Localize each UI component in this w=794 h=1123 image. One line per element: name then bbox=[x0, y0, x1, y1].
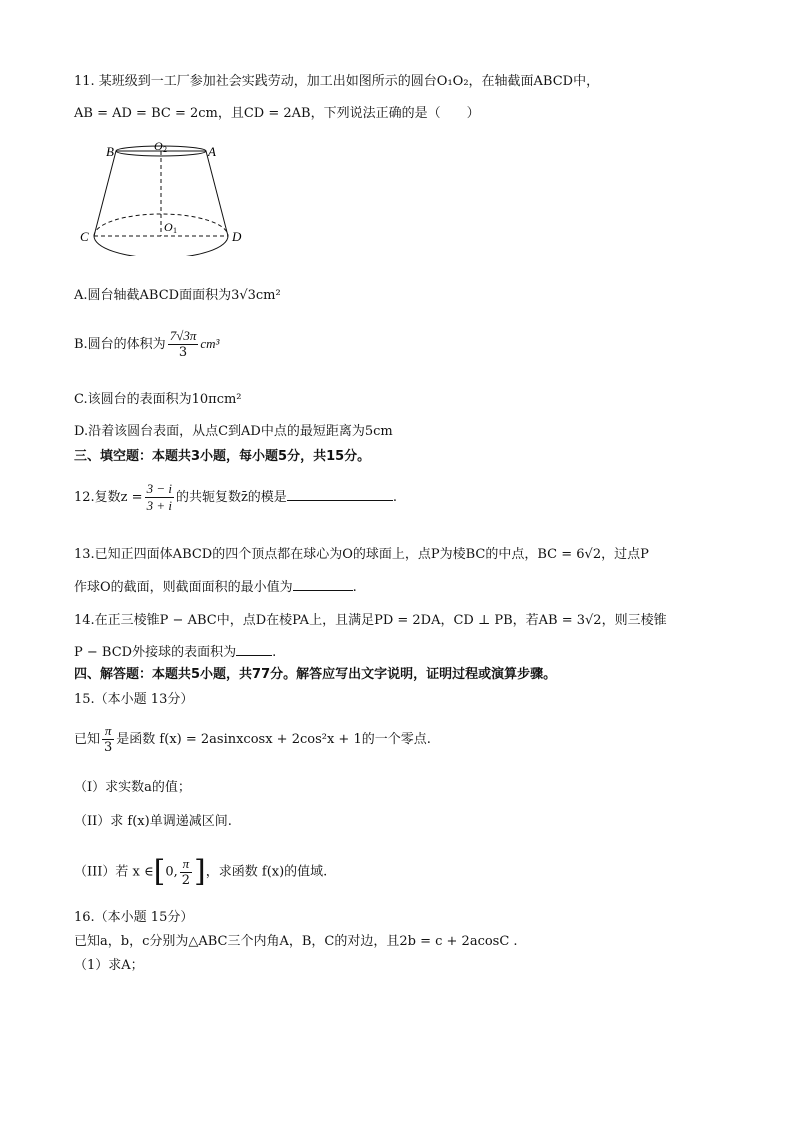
q11-option-b-fraction bbox=[168, 328, 199, 361]
frustum-figure bbox=[70, 138, 260, 256]
q15-part3-den: 2 bbox=[181, 872, 191, 888]
q15-stem-prefix: 已知 bbox=[74, 732, 101, 747]
label-d: D bbox=[232, 229, 242, 244]
q13-line2: 作球O的截面，则截面面积的最小值为 . bbox=[74, 576, 357, 598]
label-c: C bbox=[80, 229, 89, 244]
q15-stem-num: π bbox=[102, 723, 114, 740]
q11-option-b-den: 3 bbox=[178, 345, 188, 360]
label-o2: O bbox=[154, 139, 163, 153]
q16-part1: （1）求A； bbox=[74, 958, 144, 973]
q12: 12.复数z = $\frac{3 - i}{3 + i}$ 的共轭复数z̄的模是 . bbox=[74, 481, 397, 513]
side-ad bbox=[206, 151, 228, 236]
q15-stem-fraction bbox=[102, 723, 114, 756]
label-b: B bbox=[106, 144, 114, 159]
q12-den: 3 + i bbox=[146, 498, 172, 513]
q12-suffix: 的共轭复数z̄的模是 bbox=[175, 490, 287, 505]
q13-line2-text: 作球O的截面，则截面面积的最小值为 bbox=[74, 580, 293, 595]
q11-option-a: A.圆台轴截ABCD面面积为3√3cm² bbox=[74, 288, 281, 303]
q11-option-b-num: 7√3π bbox=[169, 328, 197, 343]
section-4-heading: 四、解答题：本题共5小题，共77分。解答应写出文字说明，证明过程或演算步骤。 bbox=[74, 667, 557, 682]
q14-answer-blank[interactable] bbox=[236, 641, 272, 656]
label-a: A bbox=[208, 144, 216, 159]
q13-line1: 13.已知正四面体ABCD的四个顶点都在球心为O的球面上，点P为棱BC的中点，BC = 6√2，过点P bbox=[74, 547, 649, 562]
q12-answer-blank[interactable] bbox=[287, 486, 393, 501]
q11-option-b-unit: cm³ bbox=[200, 336, 220, 351]
q15-part3-fraction bbox=[180, 856, 192, 889]
q15-part3-suffix: ，求函数 f(x)的值域. bbox=[205, 864, 328, 880]
q11-option-c: C.该圆台的表面积为10πcm² bbox=[74, 392, 242, 407]
q12-fraction bbox=[145, 481, 174, 514]
q12-num: 3 − i bbox=[146, 481, 172, 496]
q11-option-b bbox=[74, 328, 219, 361]
q15-stem-den: 3 bbox=[104, 740, 113, 755]
q15-part3: （III）若 x ∈[0, $\frac{\pi}{2}$ ]，求函数 f(x)的值域. bbox=[74, 854, 328, 889]
q15-part3-num: π bbox=[180, 856, 192, 873]
q15-part2: （II）求 f(x)单调递减区间. bbox=[74, 814, 232, 829]
bottom-ellipse-front bbox=[94, 236, 228, 256]
q11-option-b-prefix: B.圆台的体积为 bbox=[74, 337, 166, 352]
q15-header: 15.（本小题 13分） bbox=[74, 692, 194, 707]
q15-part3-prefix: （III）若 x ∈ bbox=[74, 864, 154, 880]
side-bc bbox=[94, 151, 116, 236]
label-o1-sub: 1 bbox=[173, 226, 177, 235]
label-o2-sub: 2 bbox=[163, 145, 167, 154]
q16-stem: 已知a，b，c分别为△ABC三个内角A，B，C的对边，且2b = c + 2acosC . bbox=[74, 934, 518, 949]
q13-answer-blank[interactable] bbox=[293, 576, 353, 591]
q15-stem-suffix: 是函数 f(x) = 2asinxcosx + 2cos²x + 1的一个零点. bbox=[116, 732, 431, 747]
q16-header: 16.（本小题 15分） bbox=[74, 910, 194, 925]
q14-line1: 14.在正三棱锥P − ABC中，点D在棱PA上，且满足PD = 2DA，CD ⊥ PB，若AB = 3√2，则三棱锥 bbox=[74, 613, 667, 628]
label-o1: O bbox=[164, 220, 173, 234]
q15-part3-left: 0, bbox=[165, 864, 178, 880]
q12-prefix: 12.复数z = bbox=[74, 490, 143, 505]
q11-line1: 11. 某班级到一工厂参加社会实践劳动，加工出如图所示的圆台O₁O₂，在轴截面ABCD中， bbox=[74, 74, 600, 89]
section-3-heading: 三、填空题：本题共3小题，每小题5分，共15分。 bbox=[74, 449, 371, 464]
q15-stem bbox=[74, 722, 431, 758]
q14-line2-text: P − BCD外接球的表面积为 bbox=[74, 645, 237, 660]
q14-line2: P − BCD外接球的表面积为 . bbox=[74, 641, 276, 663]
q11-option-d: D.沿着该圆台表面，从点C到AD中点的最短距离为5cm bbox=[74, 424, 393, 439]
q11-line2: AB = AD = BC = 2cm，且CD = 2AB，下列说法正确的是（ ） bbox=[74, 106, 480, 121]
q15-part1: （I）求实数a的值； bbox=[74, 780, 191, 795]
